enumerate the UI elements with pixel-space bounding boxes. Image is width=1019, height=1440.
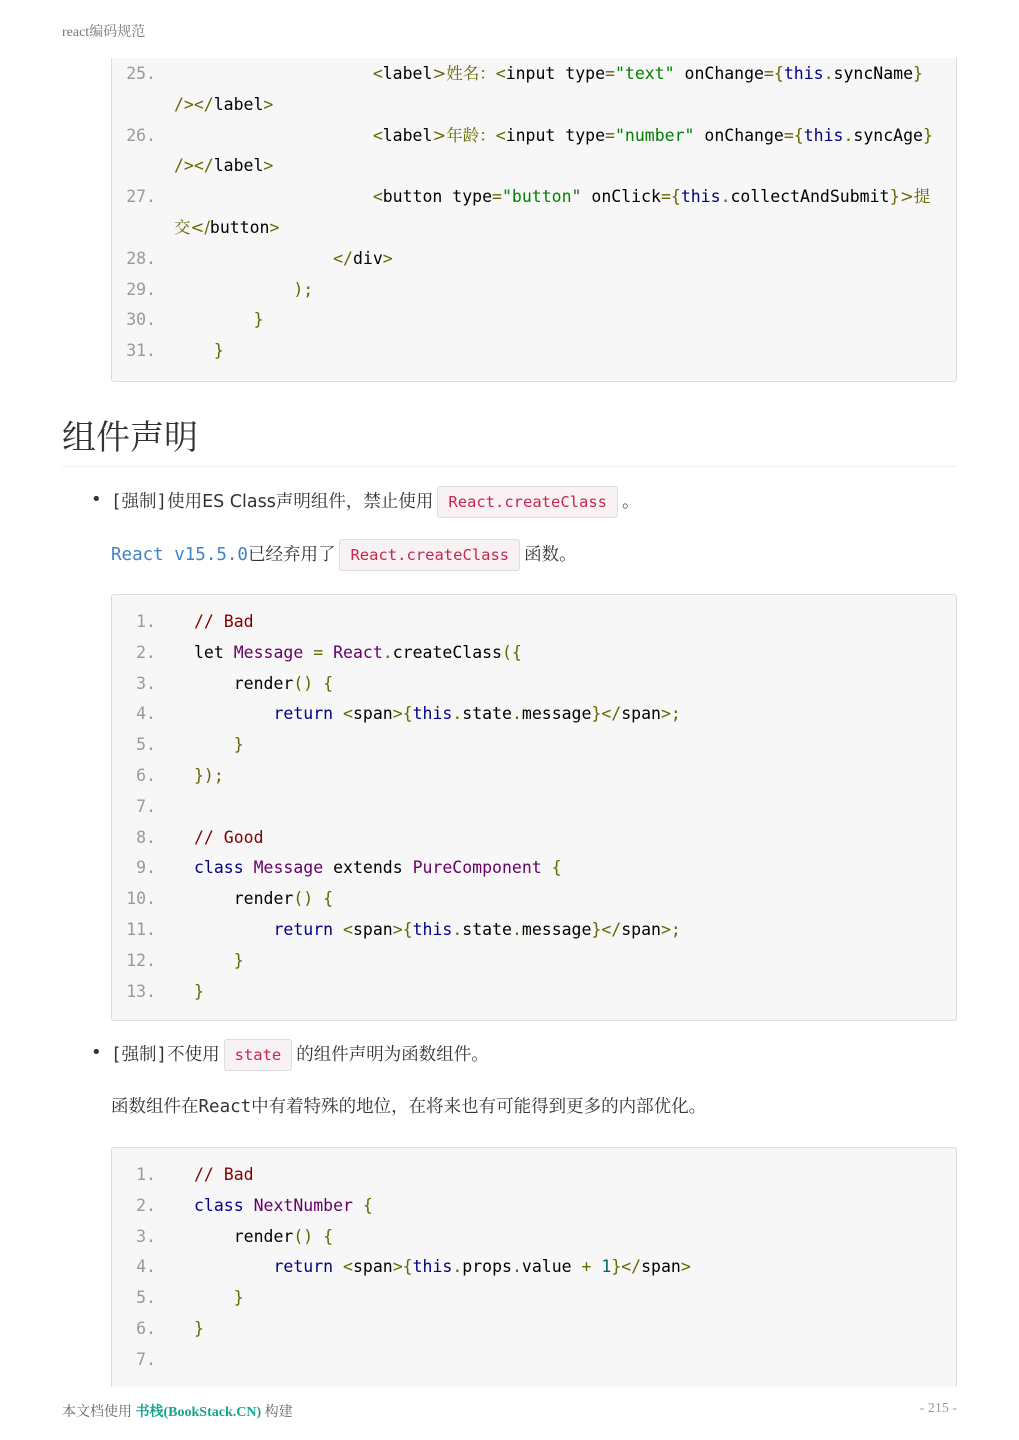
code-token xyxy=(323,643,333,662)
code-token: createClass xyxy=(392,642,502,662)
code-token: /></ xyxy=(174,94,214,114)
code-token xyxy=(194,249,333,268)
section-title: 组件声明 xyxy=(62,418,198,458)
note-text: 函数组件在React中有着特殊的地位，在将来也有可能得到更多的内部优化。 xyxy=(111,1097,707,1117)
code-token: label xyxy=(213,156,264,176)
line-number: 12. xyxy=(126,950,156,970)
code-text xyxy=(194,946,244,976)
line-number: 27. xyxy=(126,187,156,207)
code-line xyxy=(112,946,958,976)
code-text xyxy=(194,336,224,366)
code-text xyxy=(194,915,681,945)
code-line xyxy=(112,638,958,668)
code-token: message xyxy=(521,920,592,939)
code-token: // Good xyxy=(194,827,264,847)
code-line xyxy=(112,699,958,729)
code-token xyxy=(194,1288,234,1307)
code-token: . xyxy=(452,920,463,939)
code-token: = xyxy=(313,642,324,662)
line-number: 31. xyxy=(126,341,156,361)
line-number: 2. xyxy=(136,642,156,662)
code-token: syncName xyxy=(833,64,914,83)
note-suffix: 函数。 xyxy=(524,545,577,565)
code-token: < xyxy=(343,920,353,939)
code-token: < xyxy=(343,704,353,724)
code-text xyxy=(194,607,254,637)
code-token: { xyxy=(323,1226,334,1246)
code-token: render xyxy=(194,1226,294,1246)
code-token: > xyxy=(382,248,393,268)
code-token: } xyxy=(213,341,224,361)
code-token xyxy=(194,126,373,145)
code-line xyxy=(112,59,958,89)
code-token: > xyxy=(680,1257,691,1277)
code-token: < xyxy=(495,125,506,145)
rule-item xyxy=(111,1038,489,1072)
line-number: 9. xyxy=(136,858,156,878)
code-token: this xyxy=(680,187,721,207)
code-token: = xyxy=(492,187,502,207)
code-token: >; xyxy=(661,704,681,724)
line-number: 3. xyxy=(136,1226,156,1246)
code-token: syncAge xyxy=(853,125,923,145)
code-token: >; xyxy=(661,920,681,939)
code-token: { xyxy=(323,889,334,909)
code-line xyxy=(112,761,958,791)
line-number: 29. xyxy=(126,279,156,299)
code-text xyxy=(194,305,264,335)
line-number: 8. xyxy=(136,827,156,847)
code-text xyxy=(194,1160,254,1190)
line-number: 3. xyxy=(136,673,156,693)
code-token: } xyxy=(913,64,923,83)
code-line xyxy=(112,275,958,305)
code-token xyxy=(194,280,293,299)
code-token: span xyxy=(641,1257,681,1277)
code-token xyxy=(303,643,313,662)
code-token: span xyxy=(352,704,393,724)
footer-brand-link[interactable]: 书栈(BookStack.CN) xyxy=(135,1405,262,1420)
code-token: < xyxy=(372,125,383,145)
code-block xyxy=(111,58,957,382)
code-token: label xyxy=(382,125,433,145)
code-token: onClick xyxy=(581,187,661,207)
footer-suffix: 构建 xyxy=(264,1405,293,1420)
line-number: 5. xyxy=(136,1288,156,1308)
rule-suffix: 的组件声明为函数组件。 xyxy=(296,1045,489,1065)
code-token: extends xyxy=(323,858,413,878)
code-token: >姓名： xyxy=(432,64,496,83)
code-token: }</ xyxy=(591,920,622,939)
code-token: render xyxy=(194,889,294,909)
code-token: ={ xyxy=(660,187,681,207)
code-token: onChange xyxy=(694,125,784,145)
code-token: input type xyxy=(505,125,606,145)
code-token: this xyxy=(412,920,453,939)
inline-code: state xyxy=(224,1039,293,1071)
page-number: - 215 - xyxy=(919,1401,957,1416)
code-token: }</ xyxy=(591,704,622,724)
code-token: let xyxy=(194,642,234,662)
code-token: span xyxy=(352,920,393,939)
code-line xyxy=(112,1345,958,1375)
code-token xyxy=(313,674,323,693)
code-token: . xyxy=(720,187,731,207)
code-token: this xyxy=(803,125,844,145)
code-token: >{ xyxy=(392,704,413,724)
footer-prefix: 本文档使用 xyxy=(62,1405,132,1420)
code-token: . xyxy=(511,920,522,939)
code-line xyxy=(112,305,958,335)
code-token: > xyxy=(263,156,274,176)
code-token xyxy=(194,920,273,939)
code-token: { xyxy=(323,673,334,693)
code-text xyxy=(194,59,923,89)
code-line xyxy=(112,977,958,1007)
code-text xyxy=(194,761,224,791)
line-number: 6. xyxy=(136,1319,156,1338)
code-text xyxy=(194,1252,691,1282)
code-token: < xyxy=(343,1257,353,1277)
code-text xyxy=(194,977,204,1007)
code-token: } xyxy=(233,1288,244,1308)
code-token: . xyxy=(382,642,393,662)
code-token xyxy=(333,704,343,723)
code-line xyxy=(112,182,958,212)
code-text xyxy=(194,244,393,274)
line-number: 7. xyxy=(136,1349,156,1369)
inline-code: React.createClass xyxy=(339,539,520,571)
code-token: ={ xyxy=(763,64,784,83)
code-token xyxy=(313,889,323,908)
code-text xyxy=(194,699,681,729)
code-text xyxy=(194,1191,373,1221)
line-number: 25. xyxy=(126,64,156,83)
code-token: >{ xyxy=(392,920,413,939)
code-token: ); xyxy=(293,279,314,299)
version-link[interactable]: React v15.5.0 xyxy=(111,545,248,565)
section-divider xyxy=(62,466,957,467)
code-token: state xyxy=(462,920,512,939)
code-token: = xyxy=(605,64,615,83)
rule-text: 不使用 xyxy=(167,1045,220,1065)
code-token xyxy=(353,1196,363,1215)
code-token: 1 xyxy=(601,1257,612,1277)
code-token: . xyxy=(452,1257,463,1277)
code-token: } xyxy=(194,981,204,1001)
code-token: = xyxy=(605,125,615,145)
code-token xyxy=(542,858,552,877)
code-token: () xyxy=(293,1226,314,1246)
code-text xyxy=(194,275,313,305)
note-paragraph xyxy=(111,538,577,572)
code-text xyxy=(194,121,933,151)
code-token: } xyxy=(194,1319,204,1338)
code-token: >{ xyxy=(392,1257,413,1277)
code-token xyxy=(333,1257,343,1276)
inline-code: React.createClass xyxy=(437,486,618,518)
code-token: onChange xyxy=(674,64,764,83)
code-token: () xyxy=(293,673,314,693)
code-token: "button" xyxy=(501,187,582,207)
code-line xyxy=(112,853,958,883)
code-token: < xyxy=(372,187,383,207)
code-token: } xyxy=(922,125,933,145)
code-line xyxy=(112,336,958,366)
code-line xyxy=(112,244,958,274)
code-token: message xyxy=(521,704,592,724)
code-text xyxy=(194,853,562,883)
line-number: 7. xyxy=(136,796,156,816)
code-text xyxy=(194,1283,244,1313)
code-line xyxy=(112,823,958,853)
code-token: . xyxy=(511,704,522,724)
code-token: } xyxy=(253,310,264,330)
code-text xyxy=(194,884,333,914)
code-token: value xyxy=(521,1257,582,1277)
code-line xyxy=(112,607,958,637)
line-number: 26. xyxy=(126,125,156,145)
code-token: input type xyxy=(505,64,606,83)
code-text xyxy=(194,182,930,212)
code-token: < xyxy=(495,64,506,83)
code-token xyxy=(194,187,373,206)
code-line xyxy=(112,121,958,151)
code-token: return xyxy=(273,1257,334,1277)
code-token xyxy=(591,1257,601,1276)
code-token: } xyxy=(233,950,244,970)
code-token: > xyxy=(269,218,280,237)
code-token: "number" xyxy=(614,125,695,145)
code-line xyxy=(112,669,958,699)
code-token: > xyxy=(263,94,274,114)
code-line xyxy=(112,1283,958,1313)
line-number: 6. xyxy=(136,766,156,785)
code-token xyxy=(194,341,214,360)
code-wrap-line xyxy=(174,151,273,181)
code-token xyxy=(244,858,254,877)
rule-text: 使用ES Class声明组件，禁止使用 xyxy=(167,492,434,512)
code-token: class xyxy=(194,1195,244,1215)
code-token: < xyxy=(372,64,383,83)
code-token: . xyxy=(511,1257,522,1277)
code-token: Message xyxy=(253,858,324,878)
line-number: 13. xyxy=(126,981,156,1001)
code-line xyxy=(112,1191,958,1221)
code-token: span xyxy=(352,1257,393,1277)
code-text xyxy=(194,1222,333,1252)
line-number: 28. xyxy=(126,248,156,268)
code-token: collectAndSubmit xyxy=(730,187,890,207)
code-text xyxy=(194,823,264,853)
code-token: Message xyxy=(233,642,304,662)
code-token xyxy=(194,704,273,723)
code-token xyxy=(194,1257,273,1276)
code-token: this xyxy=(412,1257,453,1277)
code-token: . xyxy=(843,125,854,145)
code-token: PureComponent xyxy=(412,858,542,878)
code-token xyxy=(244,1196,254,1215)
code-token: render xyxy=(194,673,294,693)
code-token: span xyxy=(621,920,661,939)
code-token: { xyxy=(551,858,562,878)
code-token: // Bad xyxy=(194,1165,254,1184)
note-text: 已经弃用了 xyxy=(247,545,336,565)
line-number: 2. xyxy=(136,1195,156,1215)
code-token: button type xyxy=(382,187,493,207)
code-text xyxy=(194,669,333,699)
code-line xyxy=(112,884,958,914)
code-token: return xyxy=(273,920,334,939)
code-token: return xyxy=(273,704,334,724)
code-token xyxy=(194,310,254,329)
line-number: 30. xyxy=(126,310,156,330)
code-text xyxy=(194,1314,204,1344)
code-token: ={ xyxy=(783,125,804,145)
code-line xyxy=(112,1222,958,1252)
code-line xyxy=(112,730,958,760)
line-number: 10. xyxy=(126,889,156,909)
code-token: >年龄： xyxy=(432,125,496,145)
code-line xyxy=(112,915,958,945)
code-token: { xyxy=(362,1195,373,1215)
code-token: // Bad xyxy=(194,612,254,631)
code-token: React xyxy=(333,642,383,662)
code-token: label xyxy=(213,94,264,114)
code-line xyxy=(112,1314,958,1344)
line-number: 1. xyxy=(136,612,156,631)
line-number: 1. xyxy=(136,1165,156,1184)
code-token: class xyxy=(194,858,244,878)
code-token: }</ xyxy=(611,1257,642,1277)
code-wrap-line xyxy=(174,90,273,120)
code-token: button xyxy=(209,218,270,237)
code-text xyxy=(194,730,244,760)
code-token: this xyxy=(783,64,824,83)
code-token: props xyxy=(462,1257,512,1277)
rule-suffix: 。 xyxy=(622,492,640,512)
code-text xyxy=(194,638,522,668)
code-token: () xyxy=(293,889,314,909)
code-token xyxy=(313,1227,323,1246)
code-line xyxy=(112,792,958,822)
code-token xyxy=(194,735,234,754)
bullet-icon: • xyxy=(91,1042,102,1063)
rule-tag: [强制] xyxy=(111,492,168,512)
code-wrap-line xyxy=(174,213,279,243)
code-token: label xyxy=(382,64,433,83)
footer-credit xyxy=(62,1401,293,1421)
code-token: div xyxy=(352,248,383,268)
code-token xyxy=(194,951,234,970)
code-token: state xyxy=(462,704,512,724)
code-line xyxy=(112,1160,958,1190)
code-token: 交</ xyxy=(174,218,210,237)
rule-item xyxy=(111,485,640,519)
code-block xyxy=(111,594,957,1021)
code-token: </ xyxy=(333,248,353,268)
code-token: + xyxy=(581,1257,592,1277)
code-token: /></ xyxy=(174,156,214,176)
note-paragraph xyxy=(111,1090,706,1124)
code-token: NextNumber xyxy=(253,1195,353,1215)
code-token xyxy=(194,64,373,83)
code-token: }); xyxy=(194,766,224,785)
line-number: 4. xyxy=(136,704,156,724)
code-token: }>提 xyxy=(889,187,931,207)
code-token: . xyxy=(823,64,834,83)
code-token: } xyxy=(233,735,244,755)
rule-tag: [强制] xyxy=(111,1045,168,1065)
line-number: 5. xyxy=(136,735,156,755)
bullet-icon: • xyxy=(91,489,102,510)
code-token: this xyxy=(412,704,453,724)
code-token xyxy=(333,920,343,939)
code-block xyxy=(111,1147,957,1387)
running-header: react编码规范 xyxy=(62,25,146,40)
line-number: 11. xyxy=(126,920,156,939)
code-token: span xyxy=(621,704,661,724)
code-token: "text" xyxy=(614,64,675,83)
code-token: ({ xyxy=(502,642,522,662)
code-line xyxy=(112,1252,958,1282)
line-number: 4. xyxy=(136,1257,156,1277)
code-token: . xyxy=(452,704,463,724)
